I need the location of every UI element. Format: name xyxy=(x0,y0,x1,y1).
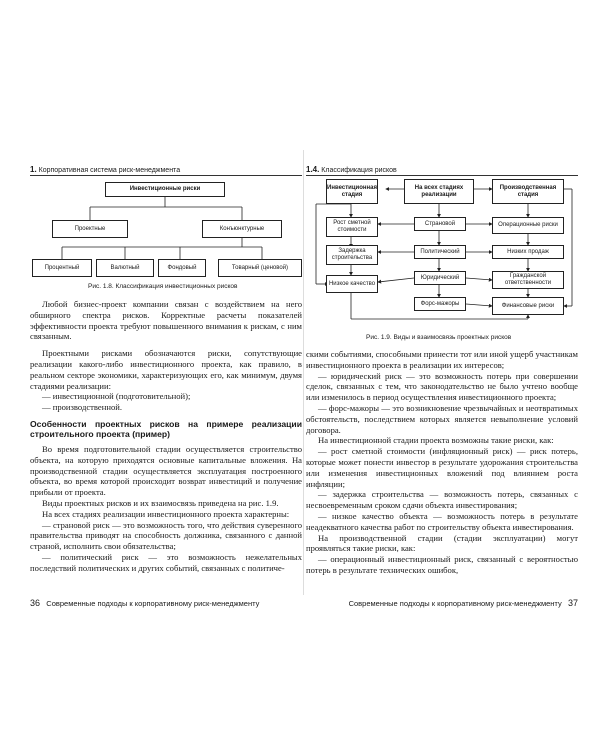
node-financial: Финансовые риски xyxy=(492,297,564,315)
node-legal: Юридический xyxy=(414,271,466,285)
paragraph: На производственной стадии (стадии эксплуатации) могут проявляться такие риски, как: xyxy=(306,532,578,554)
left-body-text xyxy=(30,299,302,574)
paragraph: На всех стадиях реализации инвестиционного проекта характерны: xyxy=(42,508,290,519)
paragraph: скими событиями, способными принести тот или иной ущерб участникам инвестиционного проекта в реализации их интересов; xyxy=(306,349,578,370)
node-construction-delay: Задержка строительства xyxy=(326,245,378,265)
node-currency: Валютный xyxy=(96,259,154,277)
paragraph: — низкое качество объекта — возможность потерь в результате неадекватного качества работ по строительству объекта инвестирования. xyxy=(306,510,578,532)
paragraph: — задержка строительства — возможность потерь, связанных с несвоевременным сроком сдачи объекта инвестирования; xyxy=(306,489,578,511)
paragraph: — форс-мажоры — это возникновение чрезвычайных и неотвратимых обстоятельств, последствием которых является невыполнение условий договора. xyxy=(306,402,578,435)
left-header-number: 1. xyxy=(30,165,37,174)
node-country: Страновой xyxy=(414,217,466,231)
node-force-majeure: Форс-мажоры xyxy=(414,297,466,311)
paragraph: Любой бизнес-проект компании связан с воздействием на него обширного спектра рисков. Корректные расчеты показателей эффективности проекта требуют повышенного внимания к рискам, с ним связанным. xyxy=(30,299,302,342)
paragraph: — политический риск — это возможность нежелательных последствий политических и других событий, связанных с политиче- xyxy=(30,551,302,573)
paragraph: Виды проектных рисков и их взаимосвязь приведена на рис. 1.9. xyxy=(42,497,279,508)
paragraph: — производственной. xyxy=(42,402,122,413)
node-cost-growth: Рост сметной стоимости xyxy=(326,217,378,237)
root-node-investment-risks: Инвестиционные риски xyxy=(105,182,225,197)
right-page xyxy=(306,165,578,608)
figure-1-9-caption: Рис. 1.9. Виды и взаимосвязь проектных рисков xyxy=(366,334,512,341)
paragraph: На инвестиционной стадии проекта возможны такие риски, как: xyxy=(318,435,554,446)
node-operational: Операционные риски xyxy=(492,217,564,234)
left-running-header xyxy=(30,165,302,176)
book-spine xyxy=(303,150,304,595)
right-page-number: 37 xyxy=(567,598,578,608)
right-footer xyxy=(349,598,578,608)
right-running-header xyxy=(306,165,578,176)
left-footer-title: Современные подходы к корпоративному риск-менеджменту xyxy=(46,599,260,608)
paragraph: Проектными рисками обозначаются риски, сопутствующие реализации какого-либо инвестиционного проекта, как правило, в реальном секторе экономики, характеризующих его, как минимум, двумя стадиями реализации: xyxy=(30,348,302,391)
figure-1-8-caption: Рис. 1.8. Классификация инвестиционных рисков xyxy=(88,283,238,290)
right-header-number: 1.4. xyxy=(306,165,320,174)
left-header-title: Корпоративная система риск-менеджмента xyxy=(38,167,181,174)
node-commodity: Товарный (ценовой) xyxy=(218,259,302,277)
right-body-text xyxy=(306,349,578,576)
paragraph: — страновой риск — это возможность того, что действия суверенного правительства приводят на способность должника, связанного с данной страной, исполнить свои обязательства; xyxy=(30,519,302,552)
col-head-production-stage: Производственная стадия xyxy=(492,179,564,204)
right-footer-title: Современные подходы к корпоративному риск-менеджменту xyxy=(348,599,562,608)
node-stock: Фондовый xyxy=(158,259,206,277)
left-page-number: 36 xyxy=(30,598,41,608)
figure-1-8 xyxy=(30,177,302,289)
col-head-investment-stage: Инвестиционная стадия xyxy=(326,179,378,204)
right-header-title: Классификация рисков xyxy=(321,167,397,174)
node-market-risks: Конъюнктурные xyxy=(202,220,282,238)
node-political: Политический xyxy=(414,245,466,259)
paragraph: — рост сметной стоимости (инфляционный риск) — риск потерь, которые может понести инвестор в результате удорожания строительства или изменения инвестиционных вложений под влиянием роста инфляции; xyxy=(306,446,578,489)
col-head-all-stages: На всех стадиях реализации xyxy=(404,179,474,204)
paragraph: — операционный инвестиционный риск, связанный с вероятностью потерь в результате технических ошибок, xyxy=(306,554,578,575)
left-footer xyxy=(30,598,259,608)
node-low-sales: Низких продаж xyxy=(492,245,564,259)
node-project-risks: Проектные xyxy=(52,220,128,238)
section-title: Особенности проектных рисков на примере реализации строительного проекта (пример) xyxy=(30,418,302,440)
figure-1-9 xyxy=(306,179,578,329)
paragraph: — юридический риск — это возможность потерь при совершении сделок, связанных с тем, что законодательство не было учтено вообще или изменилось в период осуществления инвестиционного проекта; xyxy=(306,370,578,403)
paragraph: Во время подготовительной стадии осуществляется строительство объекта, на которую приходятся основные капитальные вложения. На производственной стадии осуществляется эксплуатация построенного объекта, во время которой происходит возврат инвестиций и получение прибыли от проекта. xyxy=(30,443,302,498)
node-low-quality: Низкое качество xyxy=(326,275,378,293)
paragraph: — инвестиционной (подготовительной); xyxy=(42,391,191,402)
node-interest: Процентный xyxy=(32,259,92,277)
left-page xyxy=(30,165,302,608)
node-civil-liability: Гражданской ответственности xyxy=(492,271,564,289)
